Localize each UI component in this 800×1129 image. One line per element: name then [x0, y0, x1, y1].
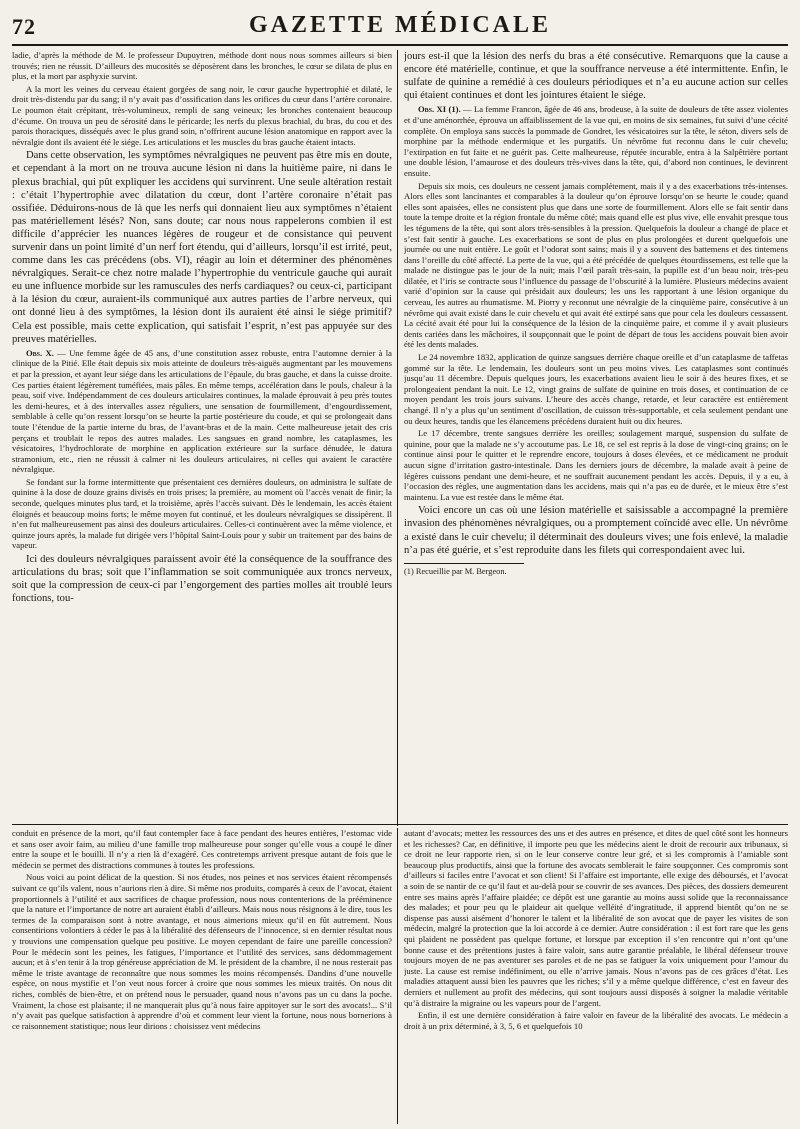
observation-label: Obs. X.: [26, 347, 54, 358]
observation-text: — Une femme âgée de 45 ans, d’une constitution assez robuste, entra l’automne dernier à la clinique de la Pitié. Elle était depuis six mois atteinte de douleurs très-aiguës augmentant par les mouvemens et par la pression, et ayant leur siége dans les articulations de l’épaule, du bras gauche, et dans la cuisse droite. Ces parties étaient légèrement tuméfiées, mais pâles. En même temps, accélération dans le pouls, chaleur à la peau, soif vive. Indépendamment de ces douleurs articulaires continues, la malade éprouvait à peu près toutes les demi-heures, et à des intervalles assez réguliers, une sensation de fourmillement, d’engourdissement, semblable à celle qu’on ressent lorsqu’on se heurte la partie postérieure du coude, et qui se prolongeait dans toute l’étendue de la partie interne du bras, de l’avant-bras et de la main. Cette malheureuse jetait des cris perçans et troublait le repos des autres malades. Les sangsues en grand nombre, les cataplasmes, les vésicatoires, l’hydrochlorate de morphine en application extérieure sur la surface dénudée, le datura stramonium, etc., rien ne réussit à calmer ni les douleurs articulaires, ni celles qui avaient le caractère névralgique.: [12, 347, 392, 475]
paragraph: Le 24 novembre 1832, application de quinze sangsues derrière chaque oreille et d’un cataplasme de taffetas gommé sur la tête. Le lendemain, les douleurs sont un peu moins vives. Les cataplasmes sont continués jusqu’au 11 décembre. Depuis quelques jours, les exacerbations avaient lieu le soir à des heures fixes, et se prolongeaient pendant la nuit. Le 12, vingt grains de sulfate de quinine en trois doses, et continuation de ce moyen pendant les trois jours suivans. L’heure des accès change, retarde, et leur caractère est entièrement changé. Il n’y a plus qu’un sentiment d’oscillation, de cuisson très-supportable, et cela seulement pendant une ou deux heures, tandis que les élancemens précédens duraient huit ou dix heures.: [404, 352, 788, 426]
paragraph: autant d’avocats; mettez les ressources des uns et des autres en présence, et dites de quel côté sont les honneurs et les richesses? Car, en définitive, il importe peu que les médecins aient le droit de recourir aux tribunaux, si ce droit ne leur rapporte rien, si on le leur conserve contre leur gré, et si les compromis à l’amiable sont beaucoup plus productifs, ainsi que la fortune des avocats semblerait le faire soupçonner. Ces compromis sont d’ailleurs si faciles entre l’avocat et son client! Si l’affaire est importante, elle exige des déboursés, et l’avocat a soin de se nantir de ce qu’il faut et au-delà pour se couvrir de ses avances. Des pièces, des dossiers demeurent entre ses mains après l’affaire plaidée; ce dépôt est une garantie au moins aussi solide que la reconnaissance des malades; et pour peu qu le plaideur ait quelque velléité d’ingratitude, il apprend bientôt qu’on ne se dispense pas aussi aisément d’honorer le talent et la libéralité de son avocat que de payer les visites de son médecin, malgré la protection que la loi accorde à ce dernier. Autre considération : il est fort rare que les gens qui plaident ne possèdent pas quelque fortune, et lorsque par exception il s’en rencontre qui n’ont qu’une bonne cause et des prétentions justes à faire valoir, sans autre garantie préalable, le libéral défenseur trouve toujours moyen de ne pas aventurer ses paroles et de ne pas se fatiguer la voix uniquement pour l’amour du juste. La cause est remise indéfiniment, ou elle n’arrive jamais. Nous n’avons pas de ces grâces d’état. Les maladies attaquent aussi bien les pauvres que les riches; s’il y a même quelque différence, c’est en faveur des derniers et nullement au profit des médecins, qui sont toujours aussi disposés à soigner la maladie véritable qu’à distraire la migraine ou les vapeurs pour de l’argent.: [404, 828, 788, 1008]
page-number: 72: [12, 14, 36, 39]
observation-x: [12, 348, 392, 475]
observation-label: Obs. XI (1).: [418, 104, 461, 115]
paragraph: Voici encore un cas où une lésion matérielle et saisissable a accompagné la première invasion des phénomènes névralgiques, ou a promptement coïncidé avec elle. Un névrôme a existé dans le cuir chevelu; il déterminait des douleurs vives; une fois enlevé, la maladie n’a pas été guérie, et s’est reproduite dans les filets qui correspondaient avec lui.: [404, 505, 788, 556]
column-bottom-right: [404, 828, 788, 1124]
observation-text: — La femme Francon, âgée de 46 ans, brodeuse, à la suite de douleurs de tête assez violentes et d’une aménorrhée, éprouva un affaiblissement de la vue qui, en moins de six semaines, fut suivi d’une cécité complète. On employa sans succès la pommade de Gondret, les vésicatoires sur la tête, le séton, divers sels de morphine par la méthode endermique et les purgatifs. Un névrôme fut reconnu dans le cuir chevelu; l’extirpation en fut faite et ne guérit pas. Cette malheureuse, réputée incurable, entra à la Salpêtrière portant une double lésion, l’amaurose et des douleurs très-vives dans la tête, qui, d’abord non continues, le devinrent ensuite.: [404, 104, 788, 178]
section-divider: [12, 824, 788, 825]
paragraph: A la mort les veines du cerveau étaient gorgées de sang noir, le cœur gauche hypertrophié et dilaté, le droit très-distendu par du sang; il n’y avait pas d’ossification dans les orifices du cœur dans l’artère coronaire. Le poumon était crépitant, très-volumineux, rempli de sang veineux; les bronches contenaient beaucoup d’écume. On trouva un peu de sérosité dans le péricarde; les nerfs du plexus brachial, du bras, du cou et des parois thoraciques, disséqués avec le plus grand soin, n’offrirent aucune lésion anatomique en rapport avec la névralgie dont ils avaient été le siége. Les articulations et les muscles du bras gauche étaient intacts.: [12, 83, 392, 147]
footnote-rule: [404, 563, 524, 564]
observation-xi: [404, 104, 788, 178]
paragraph: conduit en présence de la mort, qu’il faut contempler face à face pendant des heures entières, l’estomac vide et sans oser avoir faim, au milieu d’une famille trop malheureuse pour songer qu’elle vous a coupé le dîner entre la soupe et le bouilli. Il n’y a rien là d’exagéré. Ces contretemps arrivent presque autant de fois que le médecin se permet des distractions communes à toutes les professions.: [12, 828, 392, 870]
paragraph: ladie, d’après la méthode de M. le professeur Dupuytren, méthode dont nous nous sommes ailleurs si bien trouvés; rien ne réussit. D’ailleurs des mucosités se déposèrent dans les bronches, le cœur se dilata de plus en plus, et la mort par asphyxie survint.: [12, 50, 392, 82]
column-top-left: [12, 50, 392, 826]
paragraph: Nous voici au point délicat de la question. Si nos études, nos peines et nos services étaient récompensés suivant ce qu’ils valent, nous n’aurions rien à dire. Si même nos produits, comparés à ceux de l’avocat, étaient proportionnels à l’utilité et aux sacrifices de chaque profession, nous nous contenterions de la prééminence que la nature et l’importance de notre art auraient établi d’ailleurs. Mais nous nous résignons à le dire, tous les termes de la comparaison sont à notre avantage, et nous aimerions mieux qu’il en fût autrement. Nous consentirions volontiers à céder le pas à la libéralité des défenseurs de l’innocence, si en dernier résultat nous y trouvions une compensation quelque peu positive. Le moyen cependant de faire une pareille concession? Pour le médecin sont les peines, les fatigues, l’importance et l’utilité des services, sans dédommagement aucun; et à s’en tenir à la trop généreuse appréciation de M. le président de la chambre, il ne nous resterait pas même le triste avantage de reconnaître que nous sommes les moins récompensés. Dandins d’une nouvelle espèce, on nous mystifie et l’on veut nous forcer à croire que nous sommes les mieux traités. On nous dit riches, comblés de bien-être, et on prétend nous le persuader, quand nous n’avons pas un cu dans la poche. Vraiment, la chose est plaisante; il ne manquerait plus qu’à nous faire appitoyer sur le sort des avocats!... S’il n’y avait pas quelque satisfaction à apprendre d’où et comment leur vient la fortune, nous nous bornerions à ce raisonnement statistique; nous leur dirions : choisissez vent médecins: [12, 872, 392, 1031]
journal-title: GAZETTE MÉDICALE: [248, 12, 552, 38]
footnote: (1) Recueillie par M. Bergeon.: [404, 566, 507, 576]
paragraph: Enfin, il est une dernière considération à faire valoir en faveur de la libéralité des avocats. Le médecin a droit à un prix déterminé, à 3, 5, 6 et quelquefois 10: [404, 1010, 788, 1031]
column-divider: [397, 50, 398, 826]
column-divider: [397, 828, 398, 1124]
paragraph: Depuis six mois, ces douleurs ne cessent jamais complétement, mais il y a des exacerbations très-intenses. Alors elles sont lancinantes et comparables à la douleur qu’on éprouve lorsqu’on se heurte le coude; quand elles sont apaisées, elles ne consistent plus que dans une sorte de fourmillement. Alors elle se fait sentir dans toute la tempe droite et la région frontale du même côté; mais quand elle est plus vive, elle envahit presque tous les tégumens de la tête, qui sont alors très-sensibles à la pression. Quelquefois la douleur a changé de place et s’est fait sentir à gauche. Les exacerbations se sont de plus en plus prolongées et durent quelquefois une journée ou une nuit entière. Le goût et l’odorat sont sains; mais il y a souvent des battemens et des tintemens dans l’oreille du côté affecté. La perte de la vue, qui a été précédée de quelques étourdissemens, est telle que la malade ne distingue pas le jour de la nuit; mais l’œil paraît très-sain, la pupille est d’un beau noir, très-peu dilatée, et l’iris se contracte sous l’influence du passage de l’obscurité à la lumière. Plusieurs médecins avaient varié d’opinion sur la cause qui présidait aux douleurs; les uns les rapportant à une lésion organique du cerveau, les autres au rhumatisme. M. Piorry y reconnut une névralgie de la cinquième paire, consécutive à un névrôme qui avait existé dans le cuir chevelu et qui avait été extirpé sans que pour cela les douleurs cessassent. La cécité avait été pour lui la conséquence de la lésion de la cinquième paire, et comme il y avait plusieurs dents cariées dans les mâchoires, il soupçonnait que le point de départ de tous les accidens pouvait bien avoir été les dents malades.: [404, 180, 788, 350]
column-bottom-left: [12, 828, 392, 1124]
header-rule: [12, 44, 788, 46]
paragraph: Se fondant sur la forme intermittente que présentaient ces dernières douleurs, on administra le sulfate de quinine à la dose de douze grains divisés en trois prises; la première, au moment où l’accès venait de finir; la seconde, quelques minutes plus tard, et la troisième, après l’accès suivant. Dès le lendemain, les accès étaient éloignés et beaucoup moins forts; le même moyen fut continué, et les douleurs névralgiques se dissipèrent. Il n’en fut malheureusement pas ainsi des douleurs articulaires. Celles-ci continuèrent avec la même violence, et quinze jours après, la malade fut dirigée vers l’hôpital Saint-Louis pour y subir un traitement par des bains de vapeur.: [12, 476, 392, 551]
column-top-right: [404, 50, 788, 826]
paragraph: jours est-il que la lésion des nerfs du bras a été consécutive. Remarquons que la cause a encore été matérielle, continue, et que la souffrance nerveuse a été intermittente. Enfin, le sulfate de quinine a remédié à ces douleurs périodiques et n’a eu aucune action sur celles qui étaient continues et dont les jointures étaient le siége.: [404, 51, 788, 102]
paragraph: Le 17 décembre, trente sangsues derrière les oreilles; soulagement marqué, suspension du sulfate de quinine, pour que la malade ne s’y accoutume pas. Le 18, ce sel est repris à la dose de vingt-cinq grains; on le continue ainsi pour le quitter et le reprendre encore, toujours à doses élevées, et ce médicament ne produit aucun signe d’irritation gastro-intestinale. Dans les derniers jours de décembre, la malade avait à peine de légères cuissons pendant une demi-heure, et ne souffrait aucunement pendant les accès. Depuis, il y a eu, à l’occasion des règles, une augmentation dans les accidens, mais qui n’a pas eu de durée, et le mieux être s’est maintenu. La vue est restée dans le même état.: [404, 428, 788, 502]
paragraph: Ici des douleurs névralgiques paraissent avoir été la conséquence de la souffrance des articulations du bras; soit que l’inflammation se soit communiquée aux troncs nerveux, soit que la compression de ceux-ci par l’engorgement des parties molles ait troublé leurs fonctions, tou-: [12, 554, 392, 605]
paragraph: Dans cette observation, les symptômes névralgiques ne peuvent pas être mis en doute, et cependant à la mort on ne trouva aucune lésion ni dans la huitième paire, ni dans le plexus brachial, qui pût expliquer les accidens qui survinrent. Une seule altération restait : c’était l’hypertrophie avec dilatation du cœur, dont l’artère coronaire n’était pas ossifiée. Déduirons-nous de là que les nerfs qui donnaient lieu aux symptômes n’étaient pas matériellement lésés? Non, sans doute; car nous nous rappelerons combien il est difficile d’apprécier les nuances légères de rougeur et de consistance qui peuvent survenir dans un point limité d’un nerf fort étendu, qui d’ailleurs, lorsqu’il est irrité, peut, comme dans les cas précédens (obs. VI), réagir au loin et déterminer des phénomènes névralgiques. Serait-ce chez notre malade l’hypertrophie du ventricule gauche qui aurait eu une influence morbide sur les ramuscules des nerfs cardiaques? ou ceux-ci, participant à la lésion du cœur, auraient-ils communiqué aux autres parties de l’arbre nerveux, qui ont donné lieu à des symptômes, la lésion dont ils auraient été ainsi le siége primitif? Cela est possible, mais cette explication, qui satisfait l’esprit, n’est pas appuyée sur des preuves matérielles.: [12, 150, 392, 345]
